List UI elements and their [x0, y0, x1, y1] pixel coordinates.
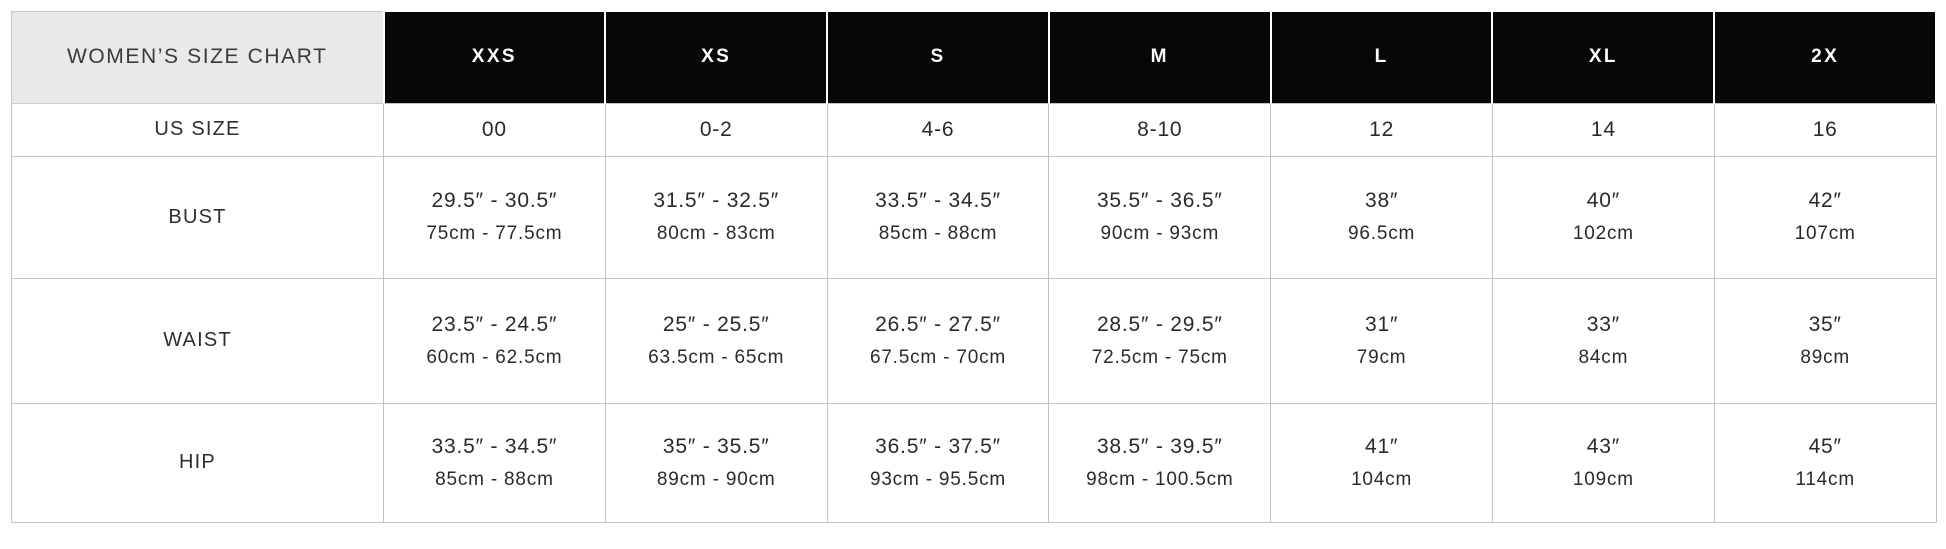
- waist-cell-m: [1049, 278, 1271, 403]
- size-header-m: M: [1049, 11, 1271, 103]
- hip-cell-xxs: [384, 403, 606, 522]
- inches-value: 41″: [1364, 434, 1399, 458]
- us-size-cell-s: [827, 103, 1049, 156]
- cm-value: 104cm: [1351, 468, 1413, 490]
- us-size-cell-xl: [1492, 103, 1714, 156]
- bust-cell-xs: [605, 156, 827, 278]
- inches-value: 35.5″ - 36.5″: [1096, 189, 1223, 212]
- row-label-us-size: US SIZE: [12, 103, 384, 156]
- waist-cell-s: [827, 278, 1049, 403]
- us-size-row: [12, 103, 1937, 156]
- inches-value: 0-2: [699, 117, 733, 141]
- size-header-xxs: XXS: [384, 11, 606, 103]
- inches-value: 00: [481, 117, 507, 141]
- waist-cell-xs: [605, 278, 827, 403]
- cm-value: 80cm - 83cm: [656, 223, 776, 245]
- inches-value: 33.5″ - 34.5″: [431, 434, 558, 458]
- us-size-cell-2x: [1714, 103, 1936, 156]
- size-header-xs: XS: [605, 11, 827, 103]
- size-header-s: S: [827, 11, 1049, 103]
- inches-value: 14: [1590, 117, 1616, 141]
- hip-row: [12, 403, 1937, 522]
- cm-value: 96.5cm: [1348, 223, 1416, 245]
- inches-value: 31.5″ - 32.5″: [653, 189, 780, 212]
- inches-value: 38.5″ - 39.5″: [1096, 434, 1223, 458]
- inches-value: 23.5″ - 24.5″: [431, 312, 558, 336]
- inches-value: 4-6: [921, 117, 955, 141]
- inches-value: 45″: [1808, 434, 1842, 458]
- inches-value: 31″: [1364, 312, 1399, 336]
- inches-value: 43″: [1586, 434, 1620, 458]
- cm-value: 102cm: [1572, 223, 1634, 245]
- inches-value: 28.5″ - 29.5″: [1096, 312, 1223, 336]
- size-chart-body: [12, 103, 1937, 522]
- hip-cell-2x: [1714, 403, 1936, 522]
- hip-cell-xs: [605, 403, 827, 522]
- chart-title: WOMEN’S SIZE CHART: [12, 11, 384, 103]
- inches-value: 36.5″ - 37.5″: [875, 434, 1001, 458]
- inches-value: 29.5″ - 30.5″: [431, 189, 558, 212]
- cm-value: 67.5cm - 70cm: [869, 346, 1007, 368]
- size-header-2x: 2X: [1714, 11, 1936, 103]
- cm-value: 79cm: [1356, 346, 1407, 368]
- inches-value: 35″: [1808, 312, 1842, 336]
- hip-cell-xl: [1492, 403, 1714, 522]
- inches-value: 40″: [1586, 189, 1620, 212]
- row-label-hip: HIP: [12, 403, 384, 522]
- bust-cell-xxs: [384, 156, 606, 278]
- waist-cell-xl: [1492, 278, 1714, 403]
- us-size-cell-xs: [605, 103, 827, 156]
- us-size-cell-l: [1271, 103, 1493, 156]
- cm-value: 63.5cm - 65cm: [648, 346, 785, 368]
- bust-cell-s: [827, 156, 1049, 278]
- cm-value: 89cm - 90cm: [656, 468, 776, 490]
- us-size-cell-xxs: [384, 103, 606, 156]
- bust-cell-2x: [1714, 156, 1936, 278]
- cm-value: 60cm - 62.5cm: [426, 346, 563, 368]
- size-header-xl: XL: [1492, 11, 1714, 103]
- cm-value: 109cm: [1572, 468, 1634, 490]
- cm-value: 89cm: [1800, 346, 1851, 368]
- cm-value: 93cm - 95.5cm: [869, 468, 1007, 490]
- hip-cell-s: [827, 403, 1049, 522]
- size-header-l: L: [1271, 11, 1493, 103]
- cm-value: 72.5cm - 75cm: [1091, 346, 1228, 368]
- waist-row: [12, 278, 1937, 403]
- cm-value: 90cm - 93cm: [1100, 223, 1220, 245]
- row-label-waist: WAIST: [12, 278, 384, 403]
- inches-value: 42″: [1808, 189, 1842, 212]
- cm-value: 85cm - 88cm: [878, 223, 998, 245]
- bust-cell-m: [1049, 156, 1271, 278]
- inches-value: 8-10: [1137, 117, 1183, 141]
- us-size-cell-m: [1049, 103, 1271, 156]
- inches-value: 35″ - 35.5″: [662, 434, 770, 458]
- bust-cell-l: [1271, 156, 1493, 278]
- hip-cell-m: [1049, 403, 1271, 522]
- inches-value: 26.5″ - 27.5″: [875, 312, 1001, 336]
- womens-size-chart-table: [11, 10, 1937, 523]
- cm-value: 98cm - 100.5cm: [1086, 468, 1234, 490]
- inches-value: 25″ - 25.5″: [662, 312, 770, 336]
- inches-value: 12: [1369, 117, 1395, 141]
- inches-value: 38″: [1364, 189, 1399, 212]
- inches-value: 16: [1812, 117, 1838, 141]
- cm-value: 75cm - 77.5cm: [426, 223, 563, 245]
- bust-cell-xl: [1492, 156, 1714, 278]
- inches-value: 33.5″ - 34.5″: [875, 189, 1001, 212]
- waist-cell-2x: [1714, 278, 1936, 403]
- cm-value: 114cm: [1795, 468, 1855, 490]
- size-header-row: [12, 11, 1937, 103]
- waist-cell-l: [1271, 278, 1493, 403]
- cm-value: 85cm - 88cm: [435, 468, 554, 490]
- bust-row: [12, 156, 1937, 278]
- hip-cell-l: [1271, 403, 1493, 522]
- waist-cell-xxs: [384, 278, 606, 403]
- cm-value: 84cm: [1578, 346, 1629, 368]
- cm-value: 107cm: [1794, 223, 1856, 245]
- inches-value: 33″: [1586, 312, 1620, 336]
- row-label-bust: BUST: [12, 156, 384, 278]
